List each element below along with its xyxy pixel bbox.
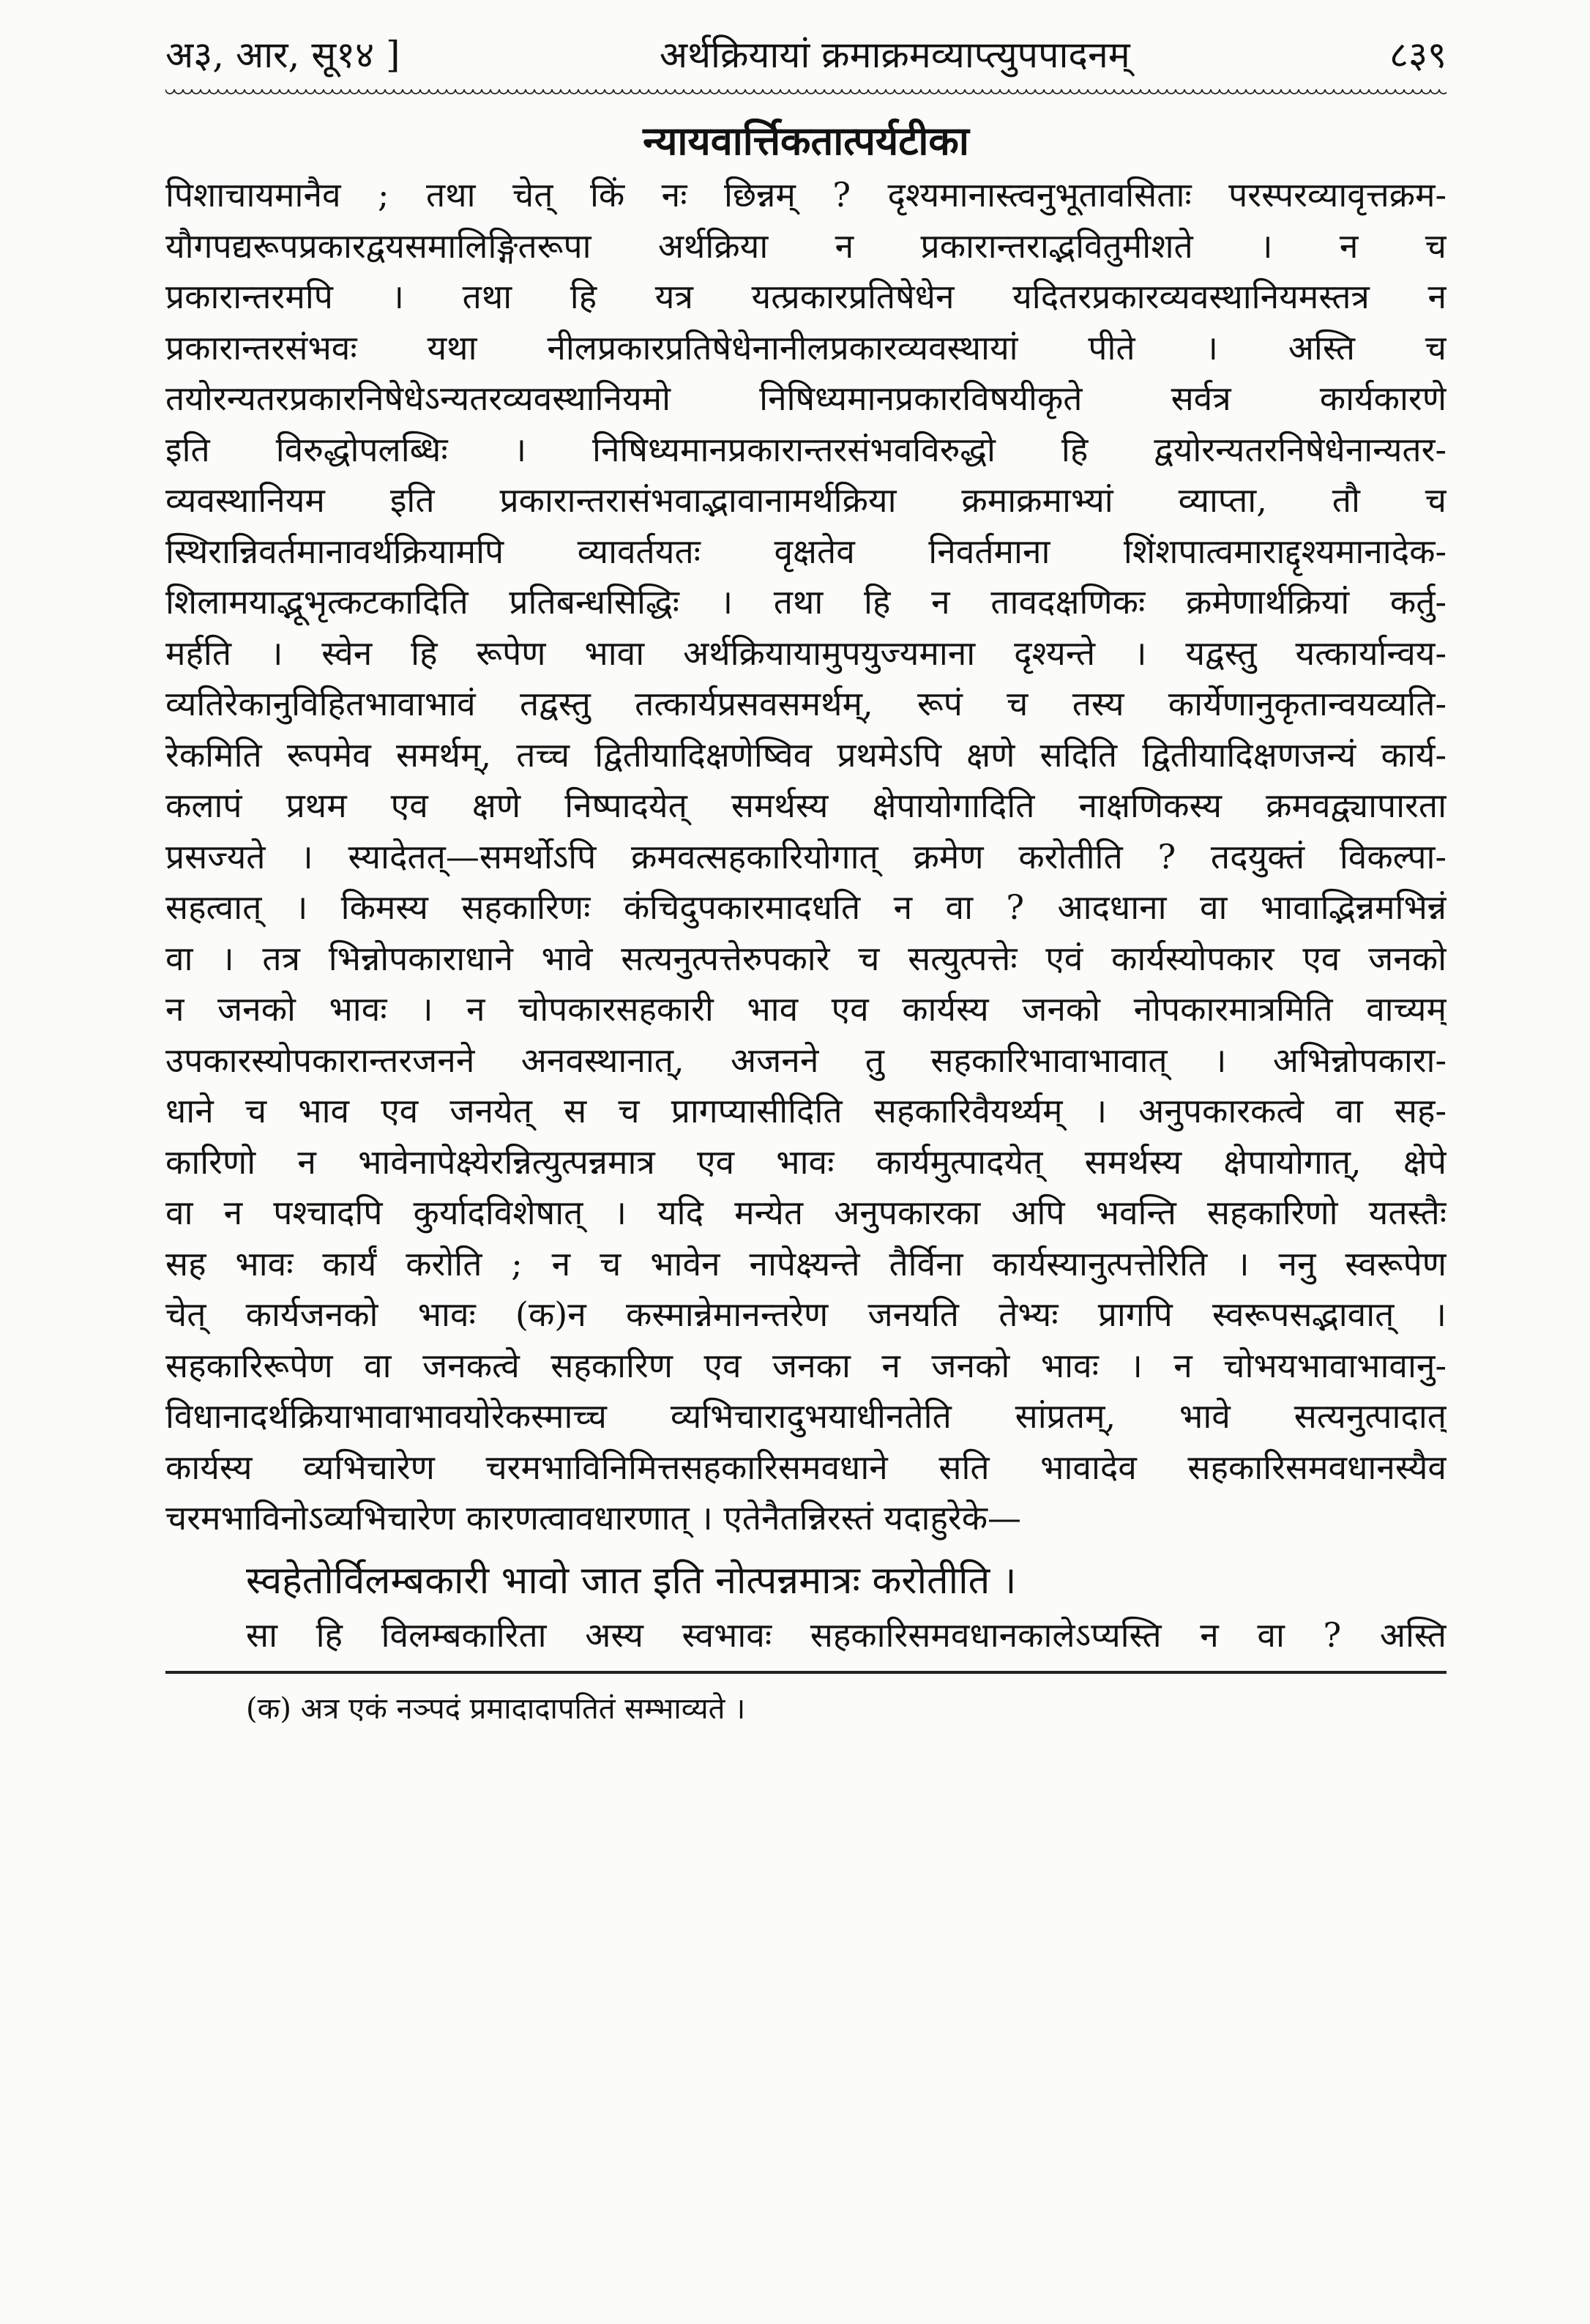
text-line: चेत् कार्यजनको भावः (क)न कस्मान्नेमानन्तरेण जनयति तेभ्यः प्रागपि स्वरूपसद्भावात् ।: [165, 1295, 1447, 1334]
text-line: व्यवस्थानियम इति प्रकारान्तरासंभवाद्भावानामर्थक्रिया क्रमाक्रमाभ्यां व्याप्ता, तौ च: [165, 480, 1447, 520]
text-line: कारिणो न भावेनापेक्ष्येरन्नित्युत्पन्नमात्र एव भावः कार्यमुत्पादयेत् समर्थस्य क्षेपायोगात्, क्षेपे: [165, 1141, 1447, 1182]
text-line: तयोरन्यतरप्रकारनिषेधेऽन्यतरव्यवस्थानियमो निषिध्यमानप्रकारविषयीकृते सर्वत्र कार्यकारणे: [165, 379, 1447, 418]
text-line: चरमभाविनोऽव्यभिचारेण कारणत्वावधारणात् । एतेनैतन्निरस्तं यदाहुरेके—: [165, 1498, 1022, 1538]
text-line: पिशाचायमानैव ; तथा चेत् किं नः छिन्नम् ? दृश्यमानास्त्वनुभूतावसिताः परस्परव्यावृत्तक्रम-: [165, 175, 1447, 215]
text-line: सहकारिरूपेण वा जनकत्वे सहकारिण एव जनका न जनको भावः । न चोभयभावाभावानु-: [165, 1345, 1447, 1385]
page: [165, 29, 1447, 1731]
text-line: व्यतिरेकानुविहितभावाभावं तद्वस्तु तत्कार्यप्रसवसमर्थम्, रूपं च तस्य कार्येणानुकृतान्वयव्यति-: [165, 684, 1447, 723]
text-line: वा न पश्चादपि कुर्यादविशेषात् । यदि मन्येत अनुपकारका अपि भवन्ति सहकारिणो यतस्तैः: [165, 1193, 1447, 1232]
text-line: विधानादर्थक्रियाभावाभावयोरेकस्माच्च व्यभिचारादुभयाधीनतेति सांप्रतम्, भावे सत्यनुत्पादात्: [165, 1396, 1447, 1436]
text-line: सह भावः कार्यं करोति ; न च भावेन नापेक्ष्यन्ते तैर्विना कार्यस्यानुत्पत्तेरिति । ननु स्वरूपेण: [165, 1243, 1447, 1284]
text-line: वा । तत्र भिन्नोपकाराधाने भावे सत्यनुत्पत्तेरुपकारे च सत्युत्पत्तेः एवं कार्यस्योपकार एव जनको: [165, 938, 1447, 978]
text-line: शिलामयाद्भूभृत्कटकादिति प्रतिबन्धसिद्धिः । तथा हि न तावदक्षणिकः क्रमेणार्थक्रियां कर्तु-: [165, 582, 1447, 622]
text-line: सहत्वात् । किमस्य सहकारिणः कंचिदुपकारमादधति न वा ? आदधाना वा भावाद्भिन्नमभिन्नं: [165, 887, 1447, 927]
text-line: मर्हति । स्वेन हि रूपेण भावा अर्थक्रियायामुपयुज्यमाना दृश्यन्ते । यद्वस्तु यत्कार्यान्वय-: [165, 633, 1447, 673]
text-line: सा हि विलम्बकारिता अस्य स्वभावः सहकारिसमवधानकालेऽप्यस्ति न वा ? अस्ति: [246, 1614, 1447, 1655]
footnote: (क) अत्र एकं नञ्पदं प्रमादादापतितं सम्भाव्यते ।: [246, 1692, 746, 1726]
header-left: अ३, आर, सू१४ ]: [165, 34, 400, 76]
footnote-rule: [165, 1671, 1447, 1674]
wavy-divider: [165, 89, 1447, 100]
section-title: न्यायवार्त्तिकतात्पर्यटीका: [643, 117, 969, 164]
page-number: ८३९: [1389, 34, 1447, 76]
text-line: स्थिरान्निवर्तमानावर्थक्रियामपि व्यावर्तयतः वृक्षतेव निवर्तमाना शिंशपात्वमाराद्दृश्यमानादेक-: [165, 531, 1447, 571]
text-line: न जनको भावः । न चोपकारसहकारी भाव एव कार्यस्य जनको नोपकारमात्रमिति वाच्यम्: [165, 989, 1447, 1029]
header-center: अर्थक्रियायां क्रमाक्रमव्याप्त्युपपादनम्: [659, 34, 1130, 76]
text-line: इति विरुद्धोपलब्धिः । निषिध्यमानप्रकारान्तरसंभवविरुद्धो हि द्वयोरन्यतरनिषेधेनान्यतर-: [165, 429, 1447, 469]
text-line: यौगपद्यरूपप्रकारद्वयसमालिङ्गितरूपा अर्थक्रिया न प्रकारान्तराद्भवितुमीशते । न च: [165, 226, 1447, 266]
text-line: कार्यस्य व्यभिचारेण चरमभाविनिमित्तसहकारिसमवधाने सति भावादेव सहकारिसमवधानस्यैव: [165, 1447, 1447, 1487]
text-line: रेकमिति रूपमेव समर्थम्, तच्च द्वितीयादिक्षणेष्विव प्रथमेऽपि क्षणे सदिति द्वितीयादिक्षणजन्यं कार्य-: [165, 734, 1447, 775]
verse-quote: स्वहेतोर्विलम्बकारी भावो जात इति नोत्पन्नमात्रः करोतीति ।: [246, 1558, 1017, 1603]
text-line: प्रसज्यते । स्यादेतत्—समर्थोऽपि क्रमवत्सहकारियोगात् क्रमेण करोतीति ? तदयुक्तं विकल्पा-: [165, 836, 1447, 876]
body-text: [165, 170, 1447, 1544]
text-line: कलापं प्रथम एव क्षणे निष्पादयेत् समर्थस्य क्षेपायोगादिति नाक्षणिकस्य क्रमवद्व्यापारता: [165, 786, 1447, 825]
text-line: प्रकारान्तरसंभवः यथा नीलप्रकारप्रतिषेधेनानीलप्रकारव्यवस्थायां पीते । अस्ति च: [165, 327, 1447, 368]
text-line: प्रकारान्तरमपि । तथा हि यत्र यत्प्रकारप्रतिषेधेन यदितरप्रकारव्यवस्थानियमस्तत्र न: [165, 277, 1447, 316]
text-line: उपकारस्योपकारान्तरजनने अनवस्थानात्, अजनने तु सहकारिभावाभावात् । अभिन्नोपकारा-: [165, 1040, 1447, 1080]
running-head: [165, 29, 1447, 88]
text-line: धाने च भाव एव जनयेत् स च प्रागप्यासीदिति सहकारिवैयर्थ्यम् । अनुपकारकत्वे वा सह-: [165, 1091, 1447, 1131]
